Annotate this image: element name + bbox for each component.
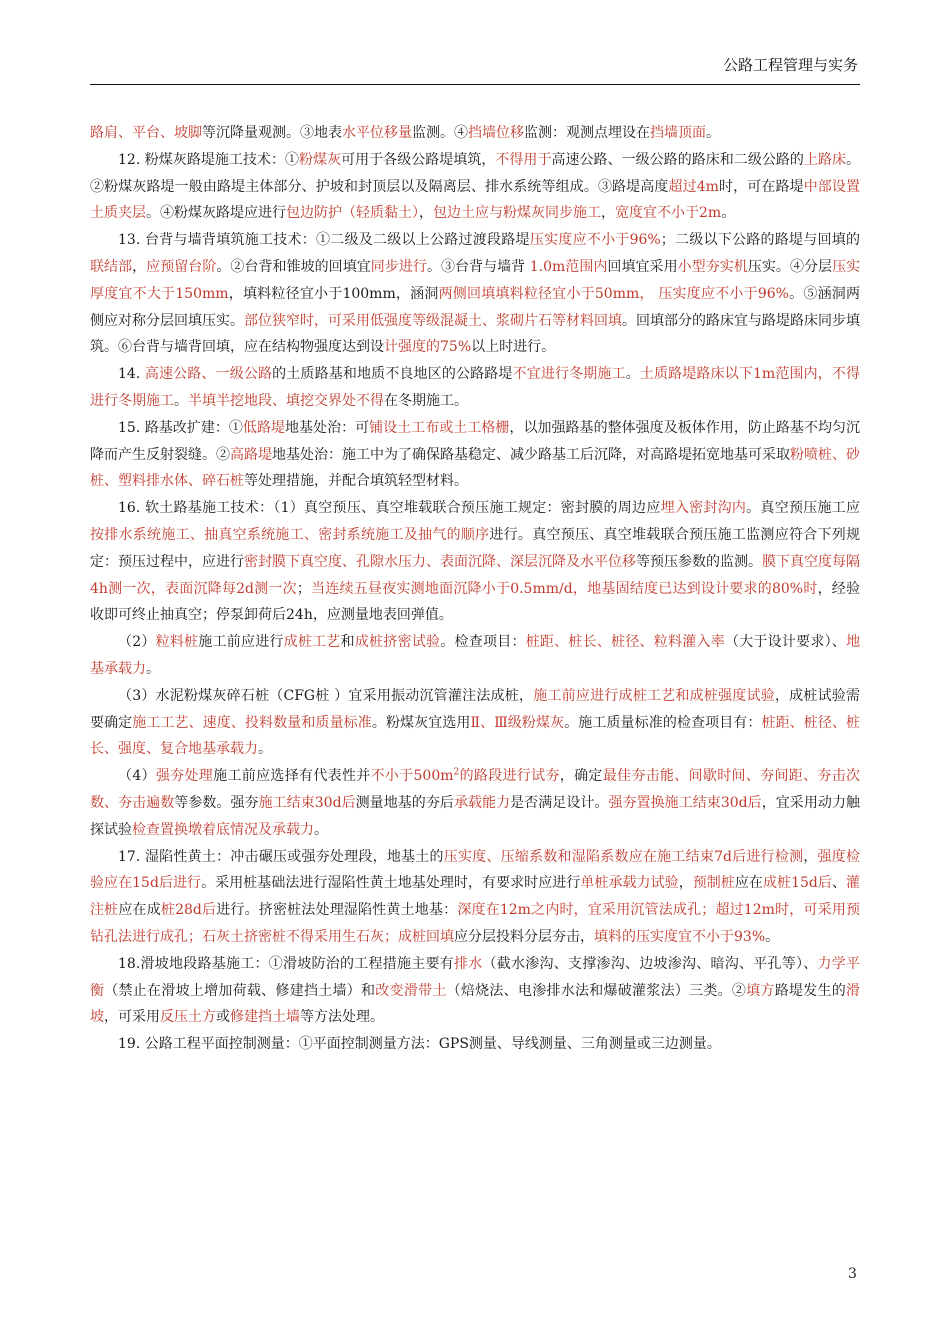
highlighted-text: 超过4m [668,178,719,195]
text-run: ，经验收即可终止抽真空；停泵卸荷后24h，应测量地表回弹值。 [90,580,861,624]
text-run: 。 [146,660,160,677]
highlighted-text: 施工结束30d后 [258,794,356,811]
highlighted-text: 埋入密封沟内 [660,500,747,517]
highlighted-text: 中部设置土质夹层 [90,178,861,222]
text-run: 可用于各级公路堤填筑， [341,151,496,168]
highlighted-text: 桩28d后 [160,902,217,919]
text-run: 或 [216,1009,230,1026]
highlighted-text: 改变滑带土 [375,982,447,999]
text-run: ，成桩试验需要确定 [90,687,861,731]
text-run: 。真空预压施工应 [746,500,861,517]
text-run: 。 [174,392,188,409]
text-run: 。②台背和锥坡的回填宜 [216,258,371,275]
text-run: 路堤发生的 [774,982,847,999]
paragraph [90,361,860,415]
text-run: ， [419,205,433,222]
highlighted-text: 压实度、压缩系数和湿陷系数应在施工结束7d后进行检测 [443,848,804,865]
text-run: 的土质路基和地质不良地区的公路路堤 [272,366,513,383]
highlighted-text: 强度检验应在15d后进行 [90,848,861,892]
text-run: 地基处治：可 [285,419,370,436]
highlighted-text: 填料的压实度宜不小于93% [594,928,766,945]
highlighted-text: 力学平衡 [90,955,861,999]
highlighted-text: 膜下真空度每隔4h测一次，表面沉降每2d测一次 [90,553,860,597]
text-run: 等参数。强夯 [174,794,259,811]
highlighted-text: 强夯处理 [155,768,214,785]
highlighted-text: Ⅱ、Ⅲ级粉煤灰 [470,714,565,731]
text-run: ， [803,848,818,865]
text-run: 19. 公路工程平面控制测量：①平面控制测量方法：GPS测量、导线测量、三角测量或三边测量。 [118,1036,721,1053]
text-run: ，以加强路基的整体强度及板体作用，防止路基不均匀沉降而产生反射裂缝。② [90,419,861,463]
highlighted-text: 反压土方 [160,1009,216,1026]
text-run: 等沉降量观测。③地表 [202,125,342,141]
highlighted-text: 成桩挤密试验 [354,634,441,651]
highlighted-text: 压实度应不小于96% [529,232,661,249]
highlighted-text: 压实厚度宜不大于150mm [90,258,861,302]
text-run: 监测：观测点埋设在 [524,125,650,141]
header-divider [90,84,860,85]
paragraph [90,227,860,361]
highlighted-text: 施工前应进行成桩工艺和成桩强度试验 [533,687,775,704]
text-run: （4） [118,768,156,785]
highlighted-text: 不得用于 [495,151,552,168]
highlighted-text: 滑坡 [90,982,861,1026]
highlighted-text: 半填半挖地段、填挖交界处不得 [188,392,384,409]
text-run: （焙烧法、电渗排水法和爆破灌浆法）三类。② [446,982,747,999]
text-run: 进行。挤密桩法处理湿陷性黄土地基： [216,902,458,919]
text-run: 地基处治：施工中为了确保路基稳定、减少路基工后沉降，对高路堤拓宽地基可采取 [272,446,790,463]
highlighted-text: 粒料桩 [155,634,199,651]
text-run: ，填料粒径宜小于100mm，涵洞 [228,285,439,302]
highlighted-text: 最佳夯击能、间歇时间、夯间距、夯击次数、夯击遍数 [90,768,861,811]
text-run: 。 [314,821,328,838]
text-run: （大于设计要求）、 [724,634,847,651]
highlighted-text: 土质路堤路床以下1m范围内，不得进行冬期施工 [90,366,861,409]
highlighted-text: 低路堤 [242,419,285,436]
text-run: 在冬期施工。 [384,392,468,409]
highlighted-text: 检查置换墩着底情况及承载力 [132,821,314,838]
text-run: 。回填部分的路床宜与路堤路床同步填筑。⑥台背与墙背回填，应在结构物强度达到设 [90,312,860,356]
text-run: 。 [258,741,272,758]
text-run: 。检查项目： [440,634,526,651]
text-run: 。 [706,125,720,141]
highlighted-text: 密封膜下真空度、孔隙水压力、表面沉降、深层沉降及水平位移 [244,553,636,570]
paragraph [90,415,860,495]
highlighted-text: 修建挡土墙 [230,1009,300,1026]
highlighted-text: 预制桩 [692,875,735,892]
highlighted-text: 联结部 [90,258,133,275]
text-run: 等方法处理。 [300,1009,384,1026]
text-run: 施工前应进行 [198,634,284,651]
highlighted-text: 排水 [454,955,483,972]
text-run: ，可采用 [104,1009,160,1026]
text-run: 应分层投料分层夯击， [454,928,594,945]
text-run: ， [601,205,615,222]
highlighted-text: 粉煤灰 [299,151,342,168]
text-run: 17. 湿陷性黄土：冲击碾压或强夯处理段，地基土的 [118,848,444,865]
paragraph [90,629,860,683]
text-run: 等处理措施，并配合填筑轻型材料。 [244,473,468,490]
paragraph [90,683,860,763]
paragraph [90,1031,860,1058]
highlighted-text: 计强度的75% [384,339,472,356]
text-run: 高速公路、一级公路的路床和二级公路的 [551,151,804,168]
highlighted-text: 成桩15d后 [762,875,832,892]
highlighted-text: 上路床 [803,151,847,168]
highlighted-text: 挡墙顶面 [650,125,706,141]
text-run: 等预压参数的监测。 [636,553,762,570]
paragraph [90,495,860,629]
highlighted-text: 不宜进行冬期施工 [512,366,626,383]
highlighted-text: 承载能力 [453,794,511,811]
highlighted-text: 桩距、桩长、桩径、粒料灌入率 [525,634,725,651]
highlighted-text: 小型夯实机 [677,258,748,275]
highlighted-text: 应预留台阶 [146,258,217,275]
text-run: 16. 软土路基施工技术：（1）真空预压、真空堆载联合预压施工规定：密封膜的周边应 [118,500,661,517]
paragraph [90,147,860,227]
text-run: 施工前应选择有代表性并 [213,768,371,785]
text-run: ， [678,875,693,892]
highlighted-text: 桩距、桩径、桩长、强度、复合地基承载力 [90,714,861,758]
text-run: ，确定 [559,768,603,785]
highlighted-text: 包边防护（轻质黏土） [286,205,419,222]
highlighted-text: 当连续五昼夜实测地面沉降小于0.5mm/d，地基固结度已达到设计要求的80%时 [310,580,818,597]
text-run: 、 [831,875,846,892]
text-run: 是否满足设计。 [510,794,609,811]
highlighted-text: 部位狭窄时，可采用低强度等级混凝土、浆砌片石等材料回填 [244,312,622,329]
text-run: （禁止在滑坡上增加荷载、修建挡土墙）和 [104,982,376,999]
text-run: （2） [118,634,156,651]
highlighted-text: 不小于500m [370,768,454,785]
text-run: 13. 台背与墙背填筑施工技术：①二级及二级以上公路过渡段路堤 [118,232,530,249]
highlighted-text: 同步进行 [370,258,427,275]
paragraph [90,120,860,147]
highlighted-text: 填方 [746,982,775,999]
highlighted-text: 深度在12m之内时，宜采用沉管法成孔；超过12m时，可采用预钻孔法进行成孔；石灰土挤密桩不得采用生石灰；成桩回填 [90,902,861,945]
text-run: 压实。④分层 [747,258,833,275]
text-run: 应在 [734,875,763,892]
text-run: 测量地基的夯后 [355,794,454,811]
text-run: 18.滑坡地段路基施工：①滑坡防治的工程措施主要有 [118,955,455,972]
text-run: 。粉煤灰宜选用 [371,714,471,731]
text-run: 14. [118,366,145,383]
paragraph [90,951,860,1031]
highlighted-text: 挡墙位移 [468,125,524,141]
text-run: 。②粉煤灰路堤一般由路堤主体部分、护坡和封顶层以及隔离层、排水系统等组成。③路堤高度 [90,151,861,195]
highlighted-text: 宽度宜不小于2m [615,205,722,222]
text-run: 监测。④ [412,125,468,141]
paragraph [90,763,860,843]
text-run: ，宜采用动力触探试验 [90,794,860,838]
text-run: 。 [625,366,640,383]
text-run: （3）水泥粉煤灰碎石桩（CFG桩 ）宜采用振动沉管灌注法成桩， [118,687,534,704]
text-run: ；二级以下公路的路堤与回填的 [660,232,860,249]
highlighted-text: 施工工艺、速度、投料数量和质量标准 [132,714,372,731]
text-run: 应在成 [118,902,161,919]
document-body [90,120,860,1058]
page-number: 3 [848,1266,857,1282]
highlighted-text: 粉喷桩、砂桩、塑料排水体、碎石桩 [90,446,860,490]
text-run: （截水渗沟、支撑渗沟、边坡渗沟、暗沟、平孔等）、 [482,955,818,972]
paragraph [90,844,860,951]
highlighted-text: 铺设土工布或土工格栅 [369,419,510,436]
text-run: 。 [765,928,780,945]
text-run: 。 [721,205,736,222]
text-run: 回填宜采用 [607,258,678,275]
highlighted-text: 高路堤 [230,446,272,463]
text-run: 。③台背与墙背 [426,258,530,275]
highlighted-text: 的路段进行试夯 [459,768,560,785]
text-run: ， [132,258,147,275]
text-run: 和 [340,634,355,651]
highlighted-text: 高速公路、一级公路 [144,366,273,383]
text-run: 。④粉煤灰路堤应进行 [146,205,286,222]
header-title: 公路工程管理与实务 [722,56,858,74]
highlighted-text: 强夯置换施工结束30d后 [608,794,762,811]
highlighted-text: 单桩承载力试验 [580,875,679,892]
highlighted-text: 路肩、平台、坡脚 [90,125,202,141]
highlighted-text: 2 [453,767,460,778]
text-run: 进行。真空预压、真空堆载联合预压施工监测应符合下列规定：预压过程中，应进行 [90,526,861,570]
highlighted-text: 按排水系统施工、抽真空系统施工、密封系统施工及抽气的顺序 [90,526,490,543]
highlighted-text: 1.0m范围内 [529,258,608,275]
text-run: 。采用桩基础法进行湿陷性黄土地基处理时，有要求时应进行 [201,875,581,892]
highlighted-text: 两侧回填填料粒径宜小于50mm， 压实度应不小于96% [438,285,789,302]
text-run: 。⑤涵洞两侧应对称分层回填压实。 [90,285,861,329]
highlighted-text: 成桩工艺 [283,634,341,651]
highlighted-text: 水平位移量 [342,125,412,141]
highlighted-text: 地基承载力 [90,634,861,677]
text-run: 时，可在路堤 [718,178,804,195]
text-run: 12. 粉煤灰路堤施工技术：① [118,151,300,168]
highlighted-text: 包边土应与粉煤灰同步施工 [433,205,601,222]
text-run: ； [296,580,311,597]
highlighted-text: 灌注桩 [90,875,860,919]
text-run: 以上时进行。 [471,339,556,356]
text-run: 15. 路基改扩建：① [118,419,243,436]
text-run: 。施工质量标准的检查项目有： [564,714,762,731]
